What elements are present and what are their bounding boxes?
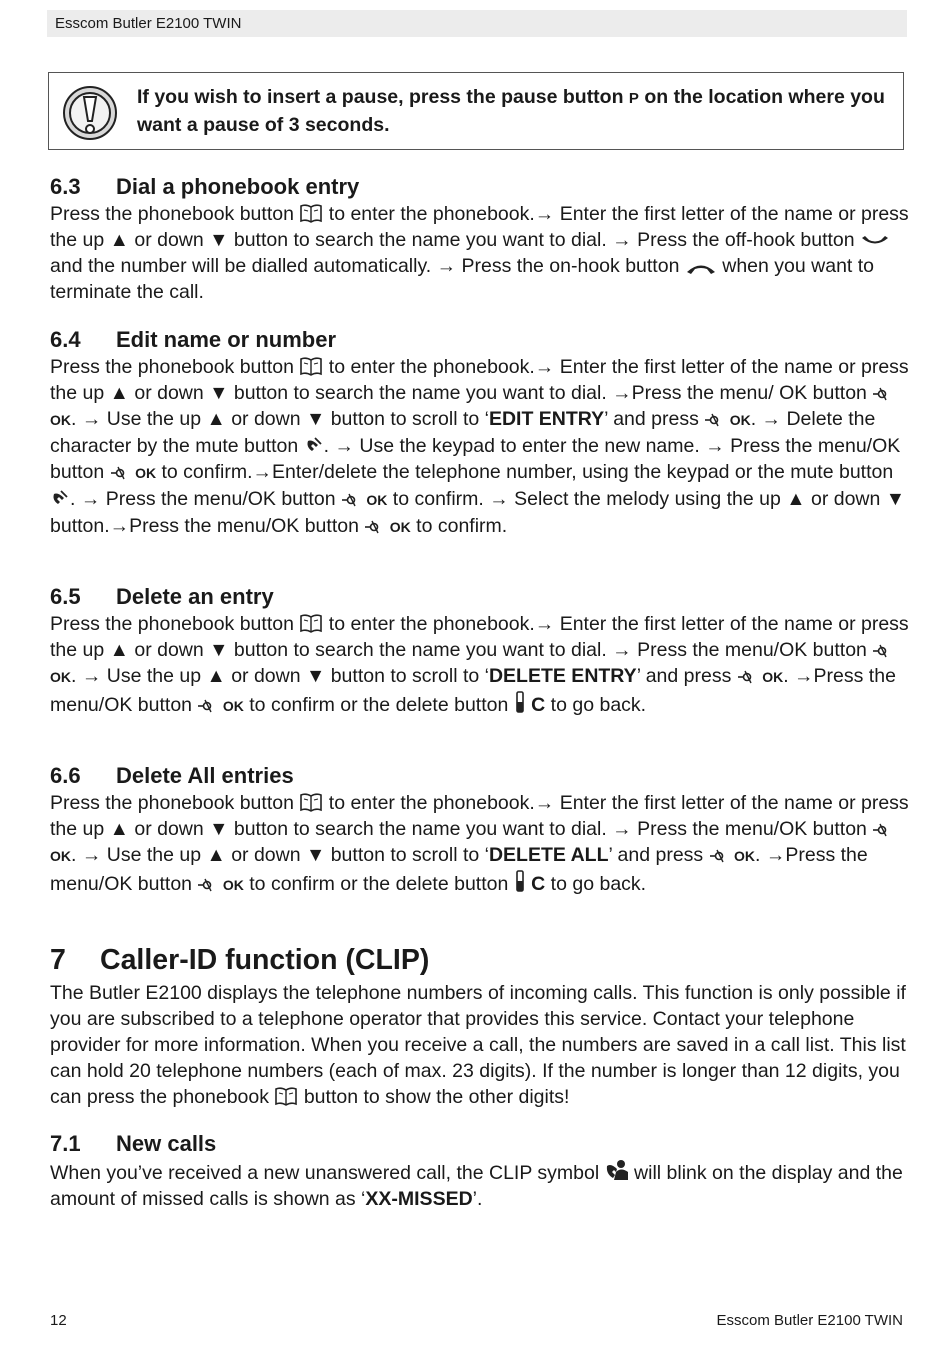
warning-icon <box>62 85 118 141</box>
pause-note-text: If you wish to insert a pause, press the pause button P on the location where you want a pause of 3 seconds. <box>137 86 885 136</box>
section-6-4 <box>50 326 910 540</box>
section-body: Press the phonebook button to enter the phonebook.→ Enter the first letter of the name or press the up ▲ or down ▼ button to search the name you want to dial. → Press the off-hook button and the number will be dialled automatically. → Press the on-hook button when you want to terminate the call. <box>50 203 909 303</box>
section-7-1 <box>50 1130 910 1212</box>
section-heading: 6.6 Delete All entries <box>50 763 294 788</box>
section-body: The Butler E2100 displays the telephone numbers of incoming calls. This function is only possible if you are subscribed to a telephone operator that provides this service. Contact your telephone provider for more information. When you receive a call, the numbers are saved in a call list. This list can hold 20 telephone numbers (each of max. 23 digits). If the number is longer than 12 digits, you can press the phonebook button to show the other digits! <box>50 982 906 1108</box>
section-7 <box>50 942 910 1110</box>
menu-ok-icon <box>872 822 892 838</box>
section-6-3 <box>50 173 910 305</box>
page-header: Esscom Butler E2100 TWIN <box>47 10 907 37</box>
menu-ok-icon <box>737 669 757 685</box>
phonebook-icon <box>299 792 323 812</box>
mute-icon <box>50 488 70 508</box>
section-body: Press the phonebook button to enter the phonebook.→ Enter the first letter of the name or press the up ▲ or down ▼ button to search the name you want to dial. → Press the menu/OK button OK. → Use the up ▲ or down ▼ button to scroll to ‘DELETE ENTRY’ and press OK. →Press the menu/OK button OK to confirm or the delete button C to go back. <box>50 613 909 716</box>
section-body: When you’ve received a new unanswered call, the CLIP symbol will blink on the display and the amount of missed calls is shown as ‘XX-MISSED’. <box>50 1158 910 1212</box>
section-body: Press the phonebook button to enter the phonebook.→ Enter the first letter of the name or press the up ▲ or down ▼ button to search the name you want to dial. →Press the menu/ OK button OK. → Use the up ▲ or down ▼ button to scroll to ‘EDIT ENTRY’ and press OK. → Delete the character by the mute button . → Use the keypad to enter the new name. → Press the menu/OK button OK to confirm.→Enter/delete the telephone number, using the keypad or the mute button . → Press the menu/OK button OK to confirm. → Select the melody using the up ▲ or down ▼ button.→Press the menu/OK button OK to confirm. <box>50 356 909 537</box>
menu-ok-icon <box>872 386 892 402</box>
menu-ok-icon <box>197 877 217 893</box>
menu-ok-icon <box>110 465 130 481</box>
menu-ok-icon <box>364 519 384 535</box>
menu-ok-icon <box>709 848 729 864</box>
clip-icon <box>605 1158 629 1182</box>
phonebook-icon <box>299 203 323 223</box>
menu-ok-icon <box>872 643 892 659</box>
chapter-heading: 7 Caller-ID function (CLIP) <box>50 944 430 976</box>
mute-icon <box>304 435 324 455</box>
section-6-5 <box>50 583 910 719</box>
phonebook-icon <box>299 613 323 633</box>
phonebook-icon <box>299 356 323 376</box>
footer-title: Esscom Butler E2100 TWIN <box>716 1312 903 1329</box>
delete-icon <box>514 869 526 893</box>
phonebook-icon <box>274 1086 298 1106</box>
delete-icon <box>514 690 526 714</box>
menu-ok-icon <box>704 412 724 428</box>
section-heading: 6.5 Delete an entry <box>50 584 274 609</box>
pause-note <box>48 72 904 150</box>
section-body: Press the phonebook button to enter the phonebook.→ Enter the first letter of the name or press the up ▲ or down ▼ button to search the name you want to dial. → Press the menu/OK button OK. → Use the up ▲ or down ▼ button to scroll to ‘DELETE ALL’ and press OK. →Press the menu/OK button OK to confirm or the delete button C to go back. <box>50 792 909 895</box>
menu-ok-icon <box>341 492 361 508</box>
off-hook-icon <box>860 235 890 249</box>
on-hook-icon <box>685 261 717 275</box>
section-heading: 7.1 New calls <box>50 1131 217 1156</box>
section-heading: 6.4 Edit name or number <box>50 327 337 352</box>
section-6-6 <box>50 762 910 898</box>
page-number: 12 <box>50 1312 67 1329</box>
section-heading: 6.3 Dial a phonebook entry <box>50 174 360 199</box>
menu-ok-icon <box>197 698 217 714</box>
